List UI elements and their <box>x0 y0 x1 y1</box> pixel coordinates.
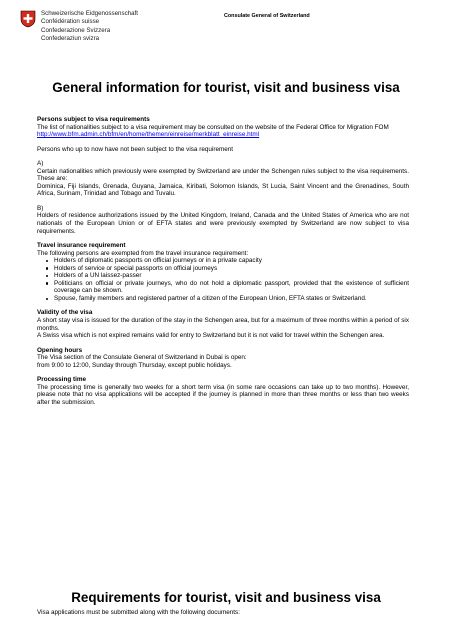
paragraph: The Visa section of the Consulate General of Switzerland in Dubai is open: <box>37 354 247 362</box>
list-marker: A) <box>37 159 44 167</box>
section-title: Requirements for tourist, visit and business visa <box>71 590 381 605</box>
list-item: Holders of a UN laissez-passer <box>37 272 409 280</box>
list-item: Politicians on official or private journeys, who do not hold a diplomatic passport, provided that the existence of sufficient coverage can be shown. <box>37 280 409 295</box>
agency-line: Confederaziun svizra <box>41 35 100 43</box>
agency-line: Confederazione Svizzera <box>41 26 111 34</box>
paragraph: Dominica, Fiji Islands, Grenada, Guyana, Jamaica, Kiribati, Solomon Islands, St Lucia, Saint Vincent and the Grenadines, South Africa, Surinam, Trinidad and Tobago and Tuvalu. <box>37 182 409 198</box>
section-heading: Travel insurance requirement <box>37 241 126 249</box>
paragraph: A Swiss visa which is not expired remains valid for entry to Switzerland but it is not valid for travel within the Schengen area. <box>37 332 385 340</box>
paragraph: A short stay visa is issued for the duration of the stay in the Schengen area, but for a maximum of three months within a period of six months. <box>37 317 409 332</box>
section-heading: Validity of the visa <box>37 309 93 317</box>
paragraph: The following persons are exempted from the travel insurance requirement: <box>37 249 249 257</box>
page-title: General information for tourist, visit and business visa <box>52 80 400 95</box>
paragraph: Persons who up to now have not been subject to the visa requirement <box>37 145 234 153</box>
exemption-list <box>37 257 409 303</box>
agency-line: Confédération suisse <box>41 18 100 26</box>
federal-agency-names <box>41 10 138 44</box>
consulate-name: Consulate General of Switzerland <box>224 13 310 19</box>
list-item: Holders of diplomatic passports on official journeys or in a private capacity <box>37 257 409 265</box>
paragraph: The processing time is generally two weeks for a short term visa (in some rare occasions can take up to two months). However, please note that no visa applications will be accepted if the journey is planned in more than three months or less than two weeks after the submission. <box>37 383 409 406</box>
section-heading: Processing time <box>37 376 87 384</box>
list-item: Spouse, family members and registered partner of a citizen of the European Union, EFTA states or Switzerland. <box>37 295 409 303</box>
swiss-crest-icon <box>20 10 36 28</box>
list-item: Holders of service or special passports on official journeys <box>37 265 409 273</box>
list-marker: B) <box>37 204 44 212</box>
paragraph: Certain nationalities which previously were exempted by Switzerland are under the Schengen rules subject to the visa requirements. These are: <box>37 167 409 183</box>
paragraph: Holders of residence authorizations issued by the United Kingdom, Ireland, Canada and the United States of America who are not nationals of the European Union or of EFTA states and were previously exempted by Switzerland are now subject to visa requirements. <box>37 212 409 235</box>
requirements-intro: Visa applications must be submitted along with the following documents: <box>37 609 240 616</box>
agency-line: Schweizerische Eidgenossenschaft <box>41 10 138 17</box>
section-heading: Opening hours <box>37 346 83 354</box>
fom-website-link[interactable]: http://www.bfm.admin.ch/bfm/en/home/themen/einreise/merkblatt_einreise.html <box>37 131 260 139</box>
section-heading: Persons subject to visa requirements <box>37 116 150 123</box>
document-body <box>37 116 409 407</box>
paragraph: from 9:00 to 12:00, Sunday through Thursday, except public holidays. <box>37 361 232 369</box>
paragraph: The list of nationalities subject to a visa requirement may be consulted on the website of the Federal Office for Migration FOM <box>37 123 389 131</box>
letterhead <box>20 10 440 56</box>
